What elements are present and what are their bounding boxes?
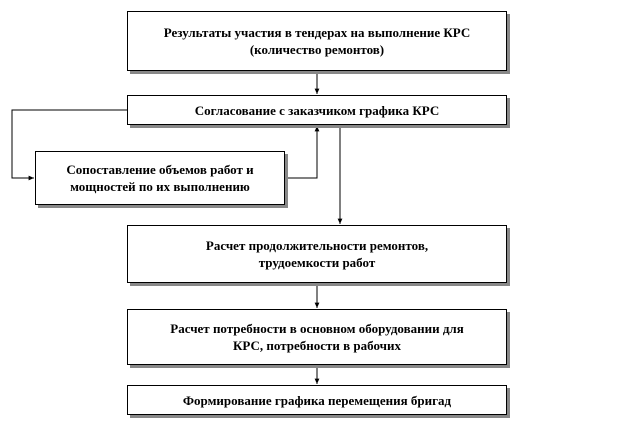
node-tender-results (127, 11, 507, 71)
node-duration-calculation-label: Расчет продолжительности ремонтов, трудоемкости работ (205, 238, 429, 270)
arrow-comparison-to-agreement (285, 126, 317, 178)
node-crew-schedule-label: Формирование графика перемещения бригад (182, 392, 452, 408)
node-capacity-comparison-label: Сопоставление объемов работ и мощностей по их выполнению (66, 162, 254, 194)
node-equipment-calculation-label: Расчет потребности в основном оборудовании для КРС, потребности в рабочих (170, 321, 464, 353)
node-schedule-agreement-label: Согласование с заказчиком графика КРС (194, 102, 440, 118)
node-capacity-comparison (35, 151, 285, 205)
node-equipment-calculation (127, 309, 507, 365)
node-tender-results-label: Результаты участия в тендерах на выполнение КРС (количество ремонтов) (163, 25, 471, 57)
node-schedule-agreement (127, 95, 507, 125)
node-duration-calculation (127, 225, 507, 283)
node-crew-schedule (127, 385, 507, 415)
